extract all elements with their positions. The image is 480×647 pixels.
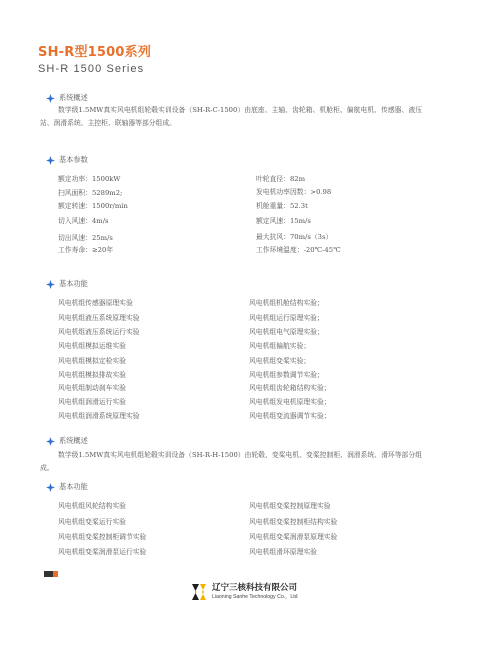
section-title: 系统概述 <box>59 93 88 102</box>
function-item: 风电机组变桨控制柜调节实验 <box>58 533 147 541</box>
sparkle-icon <box>46 437 55 446</box>
page-subtitle: SH-R 1500 Series <box>38 63 145 75</box>
param-item: 工作环境温度：-20℃-45℃ <box>256 246 341 254</box>
param-item: 叶轮直径：82m <box>256 175 306 183</box>
function-item: 风电机组变桨润滑泵运行实验 <box>58 548 147 556</box>
section-header-functions <box>46 279 88 289</box>
param-item: 切出风速：25m/s <box>58 234 113 242</box>
function-item: 风电机组润滑运行实验 <box>58 398 126 406</box>
section-header-overview-2 <box>46 436 88 446</box>
company-logo <box>190 582 298 602</box>
function-item: 风电机组风轮结构实验 <box>58 502 126 510</box>
function-item: 风电机组液压系统运行实验 <box>58 328 140 336</box>
section-title: 系统概述 <box>59 436 88 445</box>
section-title: 基本功能 <box>59 279 88 288</box>
param-item: 额定功率：1500kW <box>58 175 121 183</box>
section-paragraph: 数学级1.5MW真实风电机组轮毂实训设备（SH-R-C-1500）由底座、主轴、齿轮箱、机舱柜、偏航电机、传感器、液压站、润滑系统、主控柜、联轴器等部分组成。 <box>40 106 422 127</box>
param-item: 切入风速：4m/s <box>58 217 109 225</box>
param-item: 工作寿命：≥20年 <box>58 246 114 254</box>
function-item: 风电机组发电机原理实验； <box>249 398 331 406</box>
section-title: 基本参数 <box>59 155 88 164</box>
function-item: 风电机组传感器原理实验 <box>58 299 133 307</box>
sparkle-icon <box>46 280 55 289</box>
function-item: 风电机组液压系统原理实验 <box>58 314 140 322</box>
function-item: 风电机组机舱结构实验； <box>249 299 324 307</box>
function-item: 风电机组变桨润滑泵原理实验 <box>249 533 338 541</box>
function-item: 风电机组模拟运维实验 <box>58 342 126 350</box>
section-header-overview <box>46 93 88 103</box>
page-marker <box>44 571 58 577</box>
function-item: 风电机组运行原理实验； <box>249 314 324 322</box>
function-item: 风电机组电气原理实验； <box>249 328 324 336</box>
function-item: 风电机组变桨控制原理实验 <box>249 502 331 510</box>
function-item: 风电机组滑环原理实验 <box>249 548 317 556</box>
company-name-en: Liaoning Sanhe Technology Co.，Ltd <box>212 594 298 600</box>
section-header-params <box>46 155 88 165</box>
function-item: 风电机组模拟排故实验 <box>58 371 126 379</box>
function-item: 风电机组参数调节实验； <box>249 371 324 379</box>
function-item: 风电机组变桨实验； <box>249 357 311 365</box>
function-item: 风电机组偏航实验； <box>249 342 311 350</box>
param-item: 扫风面积：5289m2; <box>58 189 123 197</box>
function-item: 风电机组齿轮箱结构实验； <box>249 384 331 392</box>
sparkle-icon <box>46 94 55 103</box>
param-item: 发电机功率因数：>0.98 <box>256 188 332 196</box>
section-paragraph: 数学级1.5MW真实风电机组轮毂实训设备（SH-R-H-1500）由轮毂、变桨电机、变桨控制柜、润滑系统、滑环等部分组成。 <box>40 451 422 472</box>
function-item: 风电机组变桨运行实验 <box>58 518 126 526</box>
function-item: 风电机组润滑系统原理实验 <box>58 412 140 420</box>
sparkle-icon <box>46 156 55 165</box>
param-item: 额定风速：15m/s <box>256 217 311 225</box>
page-title: SH-R型1500系列 <box>38 45 152 60</box>
param-item: 机舱重量：52.3t <box>256 202 308 210</box>
function-item: 风电机组模拟定检实验 <box>58 357 126 365</box>
company-name-cn: 辽宁三核科技有限公司 <box>212 583 298 593</box>
function-item: 风电机组变桨控制柜结构实验 <box>249 518 338 526</box>
function-item: 风电机组制动刹车实验 <box>58 384 126 392</box>
section-header-functions-2 <box>46 482 88 492</box>
param-item: 额定转速：1500r/min <box>58 202 128 210</box>
param-item: 最大抗风：70m/s（3s） <box>256 233 333 241</box>
company-logo-icon <box>190 582 208 602</box>
function-item: 风电机组变流器调节实验； <box>249 412 331 420</box>
sparkle-icon <box>46 483 55 492</box>
section-title: 基本功能 <box>59 482 88 491</box>
